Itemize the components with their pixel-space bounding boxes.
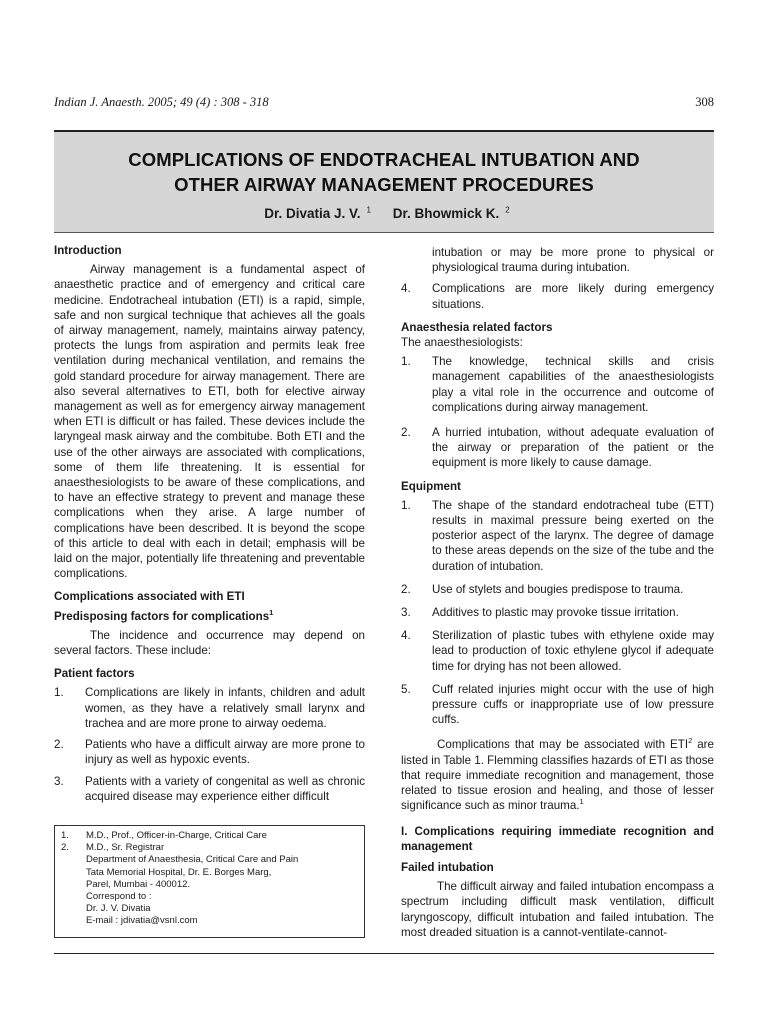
list-number: 4. bbox=[401, 629, 411, 643]
list-text: A hurried intubation, without adequate evaluation of the airway or preparation of the patient or the equipment is more likely to cause damage. bbox=[432, 426, 714, 470]
list-number: 1. bbox=[401, 498, 411, 512]
predisposing-heading bbox=[54, 609, 365, 624]
list-text: Additives to plastic may provoke tissue irritation. bbox=[432, 606, 679, 620]
affiliation-2 bbox=[61, 842, 358, 854]
equipment-list bbox=[401, 498, 714, 728]
hospital-address: Tata Memorial Hospital, Dr. E. Borges Marg, bbox=[86, 866, 272, 878]
patient-factors-list-continued bbox=[401, 281, 714, 311]
list-text: Use of stylets and bougies predispose to trauma. bbox=[432, 582, 684, 596]
predisposing-paragraph: The incidence and occurrence may depend on several factors. These include: bbox=[54, 628, 365, 658]
introduction-heading: Introduction bbox=[54, 244, 122, 257]
section-1-heading: I. Complications requiring immediate recognition and management bbox=[401, 824, 714, 853]
introduction-paragraph: Airway management is a fundamental aspect of anaesthetic practice and of emergency and critical care medicine. Endotracheal intubation (ETI) is a rapid, simple, safe and non surgical technique that achieves all the goals of airway management, namely, maintains airway patency, protects the lungs from aspiration and permits leak free ventilation during mechanical ventilation, and remains the gold standard procedure for airway management. There are also several alternatives to ETI, both for elective airway management as well as for emergency airway management when ETI is difficult or has failed. These devices include the laryngeal mask airway and the combitube. Both ETI and the use of the other airways are associated with complications, some of them life threatening. It is essential for anaesthesiologists to be aware of these complications, and to have an effective strategy to prevent and manage these complications when they arise. A large number of complications have been described. It is beyond the scope of this article to deal with each in detail; emphasis will be laid on the major, potentially life threatening and preventable complications. bbox=[54, 263, 365, 581]
list-number: 2. bbox=[54, 738, 64, 752]
journal-citation: Indian J. Anaesth. 2005; 49 (4) : 308 - 318 bbox=[54, 95, 269, 109]
predisposing-heading-text: Predisposing factors for complications bbox=[54, 609, 270, 623]
list-text: Complications are likely in infants, children and adult women, as they have a relatively small larynx and trachea and are more prone to airway oedema. bbox=[85, 686, 365, 730]
author-affiliation-box bbox=[54, 825, 365, 938]
list-item bbox=[54, 737, 365, 767]
list-number: 2. bbox=[401, 582, 411, 596]
list-item bbox=[401, 628, 714, 674]
continued-list-text: intubation or may be more prone to physical or physiological trauma during intubation. bbox=[432, 246, 714, 275]
table-para-part-a: Complications that may be associated with ETI bbox=[437, 738, 689, 752]
anaesthesia-factors-list bbox=[401, 354, 714, 470]
list-text: Complications are more likely during emergency situations. bbox=[432, 282, 714, 311]
correspondence-name: Dr. J. V. Divatia bbox=[86, 903, 151, 915]
correspondence-label: Correspond to : bbox=[86, 891, 152, 903]
equipment-heading: Equipment bbox=[401, 479, 461, 493]
list-item bbox=[401, 682, 714, 728]
patient-factors-heading: Patient factors bbox=[54, 667, 135, 681]
anaesthesia-factors-intro: The anaesthesiologists: bbox=[401, 336, 523, 350]
author-2 bbox=[387, 206, 510, 221]
list-item bbox=[401, 605, 714, 620]
author-line bbox=[54, 206, 714, 221]
list-text: Cuff related injuries might occur with the use of high pressure cuffs or inappropriate use of low pressure cuffs. bbox=[432, 682, 714, 727]
list-number: 3. bbox=[401, 606, 411, 620]
list-text: The knowledge, technical skills and crisis management capabilities of the anaesthesiologists play a vital role in the occurrence and outcome of complications during airway management. bbox=[432, 355, 714, 414]
table-reference-paragraph bbox=[401, 737, 714, 813]
right-column bbox=[401, 245, 714, 940]
list-number: 1. bbox=[54, 686, 64, 700]
author-2-affil: 2 bbox=[505, 205, 510, 215]
city: Parel, Mumbai - 400012. bbox=[86, 878, 191, 890]
affiliation-1 bbox=[61, 830, 358, 842]
list-item bbox=[401, 354, 714, 415]
correspondence-email: E-mail : jdivatia@vsnl.com bbox=[86, 915, 198, 927]
article-title-line-1: COMPLICATIONS OF ENDOTRACHEAL INTUBATION AND bbox=[128, 149, 640, 170]
failed-intubation-paragraph: The difficult airway and failed intubation encompass a spectrum including difficult mask ventilation, difficult laryngoscopy, difficult intubation and failed intubation. The most dreaded situation is a cannot-ventilate-cannot- bbox=[401, 880, 714, 939]
list-number: 1. bbox=[401, 355, 411, 369]
affiliation-number: 2. bbox=[61, 842, 69, 854]
list-item bbox=[401, 582, 714, 597]
bottom-rule bbox=[54, 953, 714, 954]
table-para-ref-2: 1 bbox=[579, 797, 584, 807]
affiliation-number: 1. bbox=[61, 830, 69, 841]
table-para-ref-1: 2 bbox=[688, 736, 693, 746]
patient-factors-list bbox=[54, 685, 365, 803]
author-1 bbox=[258, 206, 371, 221]
table-para-part-b: are listed in Table 1. Flemming classifies hazards of ETI as those that require immediate recognition and management, those related to tissue erosion and healing, and those of lesser significance such as minor trauma. bbox=[401, 738, 714, 813]
author-1-affil: 1 bbox=[366, 205, 371, 215]
list-number: 4. bbox=[401, 282, 411, 296]
page-number: 308 bbox=[695, 95, 714, 109]
complications-heading: Complications associated with ETI bbox=[54, 590, 245, 604]
list-text: The shape of the standard endotracheal tube (ETT) results in maximal pressure being exerted on the posterior aspect of the larynx. The degree of damage to these areas depends on the size of the tube and the duration of intubation. bbox=[432, 498, 714, 573]
list-number: 2. bbox=[401, 426, 411, 440]
author-1-name: Dr. Divatia J. V. bbox=[264, 206, 361, 221]
failed-intubation-heading: Failed intubation bbox=[401, 860, 494, 874]
list-item bbox=[54, 685, 365, 731]
title-block bbox=[54, 130, 714, 233]
list-text: Sterilization of plastic tubes with ethylene oxide may lead to production of toxic ethylene glycol if adequate time for drying has not been allowed. bbox=[432, 629, 714, 673]
affiliation-text: M.D., Sr. Registrar bbox=[86, 842, 165, 854]
article-title-line-2: OTHER AIRWAY MANAGEMENT PROCEDURES bbox=[174, 174, 594, 195]
running-header bbox=[54, 95, 714, 113]
anaesthesia-factors-heading: Anaesthesia related factors bbox=[401, 320, 553, 334]
predisposing-ref: 1 bbox=[269, 607, 274, 617]
author-2-name: Dr. Bhowmick K. bbox=[392, 206, 500, 221]
department: Department of Anaesthesia, Critical Care and Pain bbox=[86, 854, 299, 866]
list-item bbox=[401, 425, 714, 471]
list-text: Patients who have a difficult airway are more prone to injury as well as hypoxic events. bbox=[85, 738, 365, 767]
left-column bbox=[54, 243, 365, 804]
list-number: 3. bbox=[54, 774, 64, 788]
list-item bbox=[401, 498, 714, 574]
list-item bbox=[54, 774, 365, 804]
list-item bbox=[401, 281, 714, 311]
list-text: Patients with a variety of congenital as well as chronic acquired disease may experience either difficult bbox=[85, 774, 365, 803]
list-number: 5. bbox=[401, 682, 411, 696]
affiliation-text: M.D., Prof., Officer-in-Charge, Critical Care bbox=[86, 830, 267, 841]
